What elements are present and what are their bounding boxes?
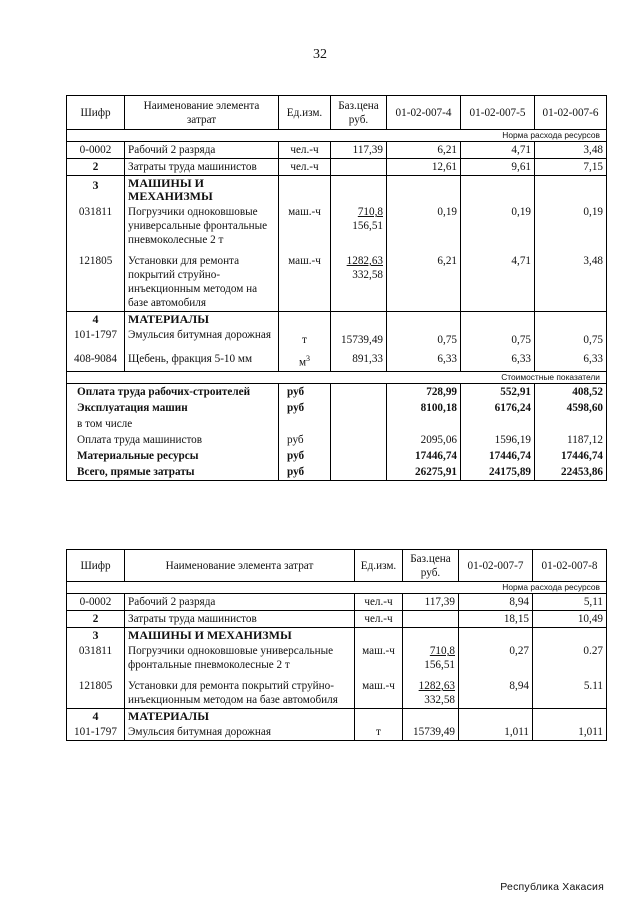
section-row-materials: 4 МАТЕРИАЛЫ [67, 312, 607, 328]
norm-label: Норма расхода ресурсов [67, 130, 607, 142]
header-name: Наименование элемента затрат [125, 96, 279, 130]
header-unit: Ед.изм. [279, 96, 331, 130]
total-row: Эксплуатация машин руб 8100,18 6176,24 4598,60 [67, 400, 607, 416]
table-row: 031811 Погрузчики одноковшовые универсальные фронтальные пневмоколесные 2 т маш.-ч 710,8 156,51 0,19 0,19 0,19 [67, 204, 607, 248]
table-header-row [67, 550, 607, 582]
table-row: 101-1797 Эмульсия битумная дорожная т 15739,49 1,011 1,011 [67, 724, 607, 741]
total-row: Всего, прямые затраты руб 26275,91 24175,89 22453,86 [67, 464, 607, 481]
total-row: Материальные ресурсы руб 17446,74 17446,74 17446,74 [67, 448, 607, 464]
table-row: 0-0002 Рабочий 2 разряда чел.-ч 117,39 8,94 5,11 [67, 594, 607, 611]
total-row: в том числе [67, 416, 607, 432]
page-number: 32 [313, 47, 327, 62]
header-col-1: 01-02-007-4 [387, 96, 461, 130]
header-code: Шифр [67, 550, 125, 582]
cost-label: Стоимостные показатели [67, 371, 607, 383]
header-unit: Ед.изм. [355, 550, 403, 582]
section-row-materials: 4 МАТЕРИАЛЫ [67, 709, 607, 725]
table-row: 2 Затраты труда машинистов чел.-ч 18,15 10,49 [67, 611, 607, 628]
table-row: 121805 Установки для ремонта покрытий струйно-инъекционным методом на базе автомобиля маш.-ч 1282,63 332,58 8,94 5.11 [67, 673, 607, 709]
norm-label: Норма расхода ресурсов [67, 582, 607, 594]
header-code: Шифр [67, 96, 125, 130]
header-col-1: 01-02-007-7 [459, 550, 533, 582]
total-row: Оплата труда рабочих-строителей руб 728,99 552,91 408,52 [67, 383, 607, 400]
section-row-machines: 3 МАШИНЫ И МЕХАНИЗМЫ [67, 628, 607, 644]
table-row: 408-9084 Щебень, фракция 5-10 мм $м^3$ 891,33 6,33 6,33 6,33 [67, 348, 607, 371]
resource-table-1 [66, 95, 607, 481]
table-row: 121805 Установки для ремонта покрытий струйно-инъекционным методом на базе автомобиля маш.-ч 1282,63 332,58 6,21 4,71 3,48 [67, 248, 607, 312]
resource-table-2 [66, 549, 607, 741]
table-row: 101-1797 Эмульсия битумная дорожная т 15739,49 0,75 0,75 0,75 [67, 327, 607, 348]
header-name: Наименование элемента затрат [125, 550, 355, 582]
header-price: Баз.цена руб. [403, 550, 459, 582]
header-price: Баз.цена руб. [331, 96, 387, 130]
total-row: Оплата труда машинистов руб 2095,06 1596,19 1187,12 [67, 432, 607, 448]
table-row: 2 Затраты труда машинистов чел.-ч 12,61 9,61 7,15 [67, 159, 607, 176]
header-col-3: 01-02-007-6 [535, 96, 607, 130]
section-row-machines: 3 МАШИНЫ И МЕХАНИЗМЫ [67, 176, 607, 205]
table-row: 0-0002 Рабочий 2 разряда чел.-ч 117,39 6,21 4,71 3,48 [67, 142, 607, 159]
table-row: 031811 Погрузчики одноковшовые универсальные фронтальные пневмоколесные 2 т маш.-ч 710,8 156,51 0,27 0.27 [67, 643, 607, 673]
table-header-row [67, 96, 607, 130]
header-col-2: 01-02-007-5 [461, 96, 535, 130]
header-col-2: 01-02-007-8 [533, 550, 607, 582]
footer-region: Республика Хакасия [500, 881, 604, 893]
